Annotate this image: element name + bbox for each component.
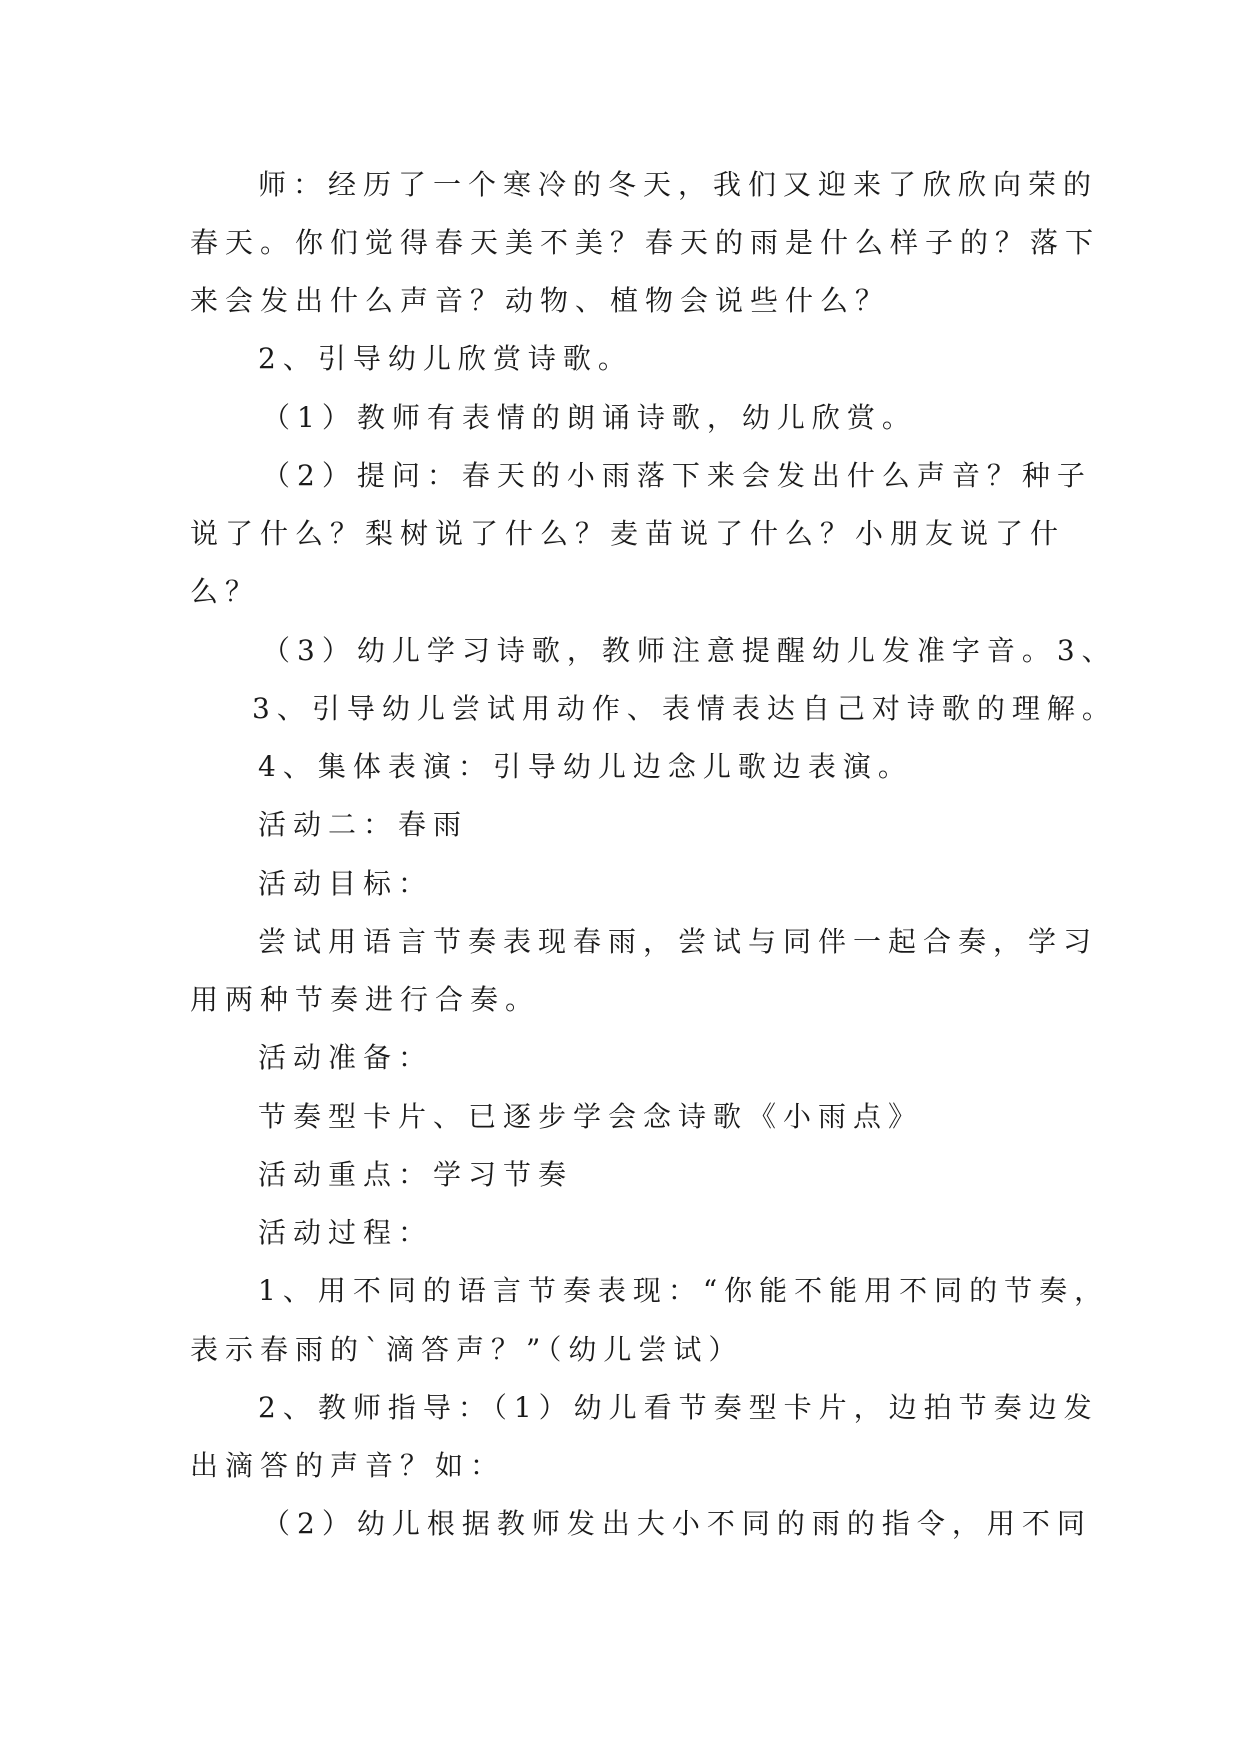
paragraph-line: 2、引导幼儿欣赏诗歌。 [258, 342, 633, 375]
paragraph-line: 么？ [190, 575, 261, 608]
paragraph-line: 春天。你们觉得春天美不美？春天的雨是什么样子的？落下 [190, 226, 1101, 259]
paragraph-line: （2）幼儿根据教师发出大小不同的雨的指令，用不同 [262, 1507, 1092, 1540]
section-heading: 活动目标： [258, 867, 434, 900]
paragraph-line: 4、集体表演：引导幼儿边念儿歌边表演。 [258, 750, 913, 783]
paragraph-line: （3）幼儿学习诗歌，教师注意提醒幼儿发准字音。3、 [262, 634, 1117, 667]
paragraph-line: 来会发出什么声音？动物、植物会说些什么？ [190, 284, 891, 317]
paragraph-line: 出滴答的声音？如： [190, 1449, 506, 1482]
paragraph-line: 说了什么？梨树说了什么？麦苗说了什么？小朋友说了什 [190, 517, 1066, 550]
section-heading: 活动准备： [258, 1041, 434, 1074]
paragraph-line: 1、用不同的语言节奏表现：“你能不能用不同的节奏， [258, 1274, 1110, 1307]
paragraph-line: 节奏型卡片、已逐步学会念诗歌《小雨点》 [258, 1100, 924, 1133]
paragraph-line: （2）提问：春天的小雨落下来会发出什么声音？种子 [262, 459, 1092, 492]
paragraph-line: 用两种节奏进行合奏。 [190, 983, 541, 1016]
section-heading: 活动过程： [258, 1216, 434, 1249]
section-heading: 活动二：春雨 [258, 808, 469, 841]
paragraph-line: 活动重点：学习节奏 [258, 1158, 574, 1191]
paragraph-line: （1）教师有表情的朗诵诗歌，幼儿欣赏。 [262, 401, 917, 434]
paragraph-line: 3、引导幼儿尝试用动作、表情表达自己对诗歌的理解。 [252, 692, 1117, 725]
paragraph-line: 表示春雨的`滴答声？”（幼儿尝试） [190, 1333, 744, 1366]
paragraph-line: 师：经历了一个寒冷的冬天，我们又迎来了欣欣向荣的 [258, 168, 1099, 201]
paragraph-line: 尝试用语言节奏表现春雨，尝试与同伴一起合奏，学习 [258, 925, 1099, 958]
paragraph-line: 2、教师指导：（1）幼儿看节奏型卡片，边拍节奏边发 [258, 1391, 1099, 1424]
